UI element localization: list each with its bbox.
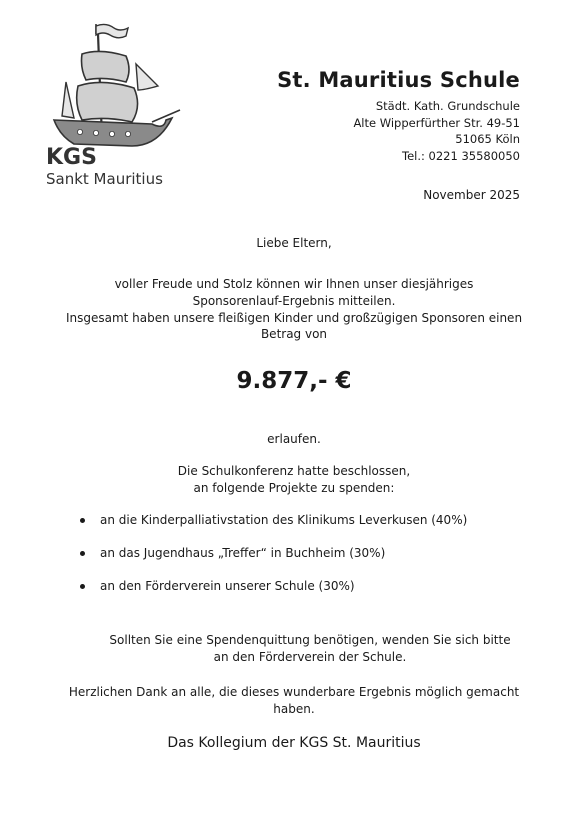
donation-amount: 9.877,- € [236, 368, 352, 394]
signature: Das Kollegium der KGS St. Mauritius [167, 735, 421, 751]
bullet-icon [80, 518, 85, 523]
intro-line: Betrag von [260, 327, 328, 342]
decision-paragraph [40, 463, 548, 497]
bullet-icon [80, 584, 85, 589]
address-line: 51065 Köln [455, 132, 520, 146]
intro-line: Insgesamt haben unsere fleißigen Kinder und großzügigen Sponsoren einen [65, 310, 523, 325]
decision-line: Die Schulkonferenz hatte beschlossen, [177, 464, 411, 478]
thanks-paragraph [40, 684, 548, 718]
sailing-ship-icon [40, 20, 190, 190]
receipt-line: Sollten Sie eine Spendenquittung benötigen, wenden Sie sich bitte [109, 633, 511, 647]
list-item [80, 512, 467, 545]
address-line: Tel.: 0221 35580050 [402, 148, 520, 163]
thanks-line: haben. [273, 701, 315, 716]
receipt-paragraph [100, 632, 520, 666]
bullet-icon [80, 551, 85, 556]
school-logo [40, 20, 190, 190]
thanks-line: Herzlichen Dank an alle, die dieses wunderbare Ergebnis möglich gemacht [68, 685, 520, 699]
project-label: an die Kinderpalliativstation des Klinikums Leverkusen (40%) [100, 513, 468, 527]
decision-line: an folgende Projekte zu spenden: [193, 480, 395, 495]
intro-line: voller Freude und Stolz können wir Ihnen unser diesjähriges [114, 277, 474, 291]
letter-date: November 2025 [423, 188, 520, 202]
intro-paragraph [40, 276, 548, 343]
logo-name: KGS [46, 145, 97, 170]
project-label: an das Jugendhaus „Treffer“ in Buchheim (30%) [100, 546, 386, 560]
ran-text: erlaufen. [267, 432, 321, 446]
list-item [80, 545, 467, 578]
list-item [80, 578, 467, 611]
address-line: Städt. Kath. Grundschule [375, 99, 520, 113]
address-line: Alte Wipperfürther Str. 49-51 [353, 115, 520, 130]
project-label: an den Förderverein unserer Schule (30%) [100, 579, 355, 593]
greeting: Liebe Eltern, [256, 236, 332, 250]
school-name: St. Mauritius Schule [277, 68, 520, 92]
school-header [277, 68, 520, 164]
receipt-line: an den Förderverein der Schule. [213, 649, 407, 664]
project-list [80, 512, 467, 611]
logo-subtitle: Sankt Mauritius [46, 170, 163, 188]
intro-line: Sponsorenlauf-Ergebnis mitteilen. [192, 293, 396, 308]
